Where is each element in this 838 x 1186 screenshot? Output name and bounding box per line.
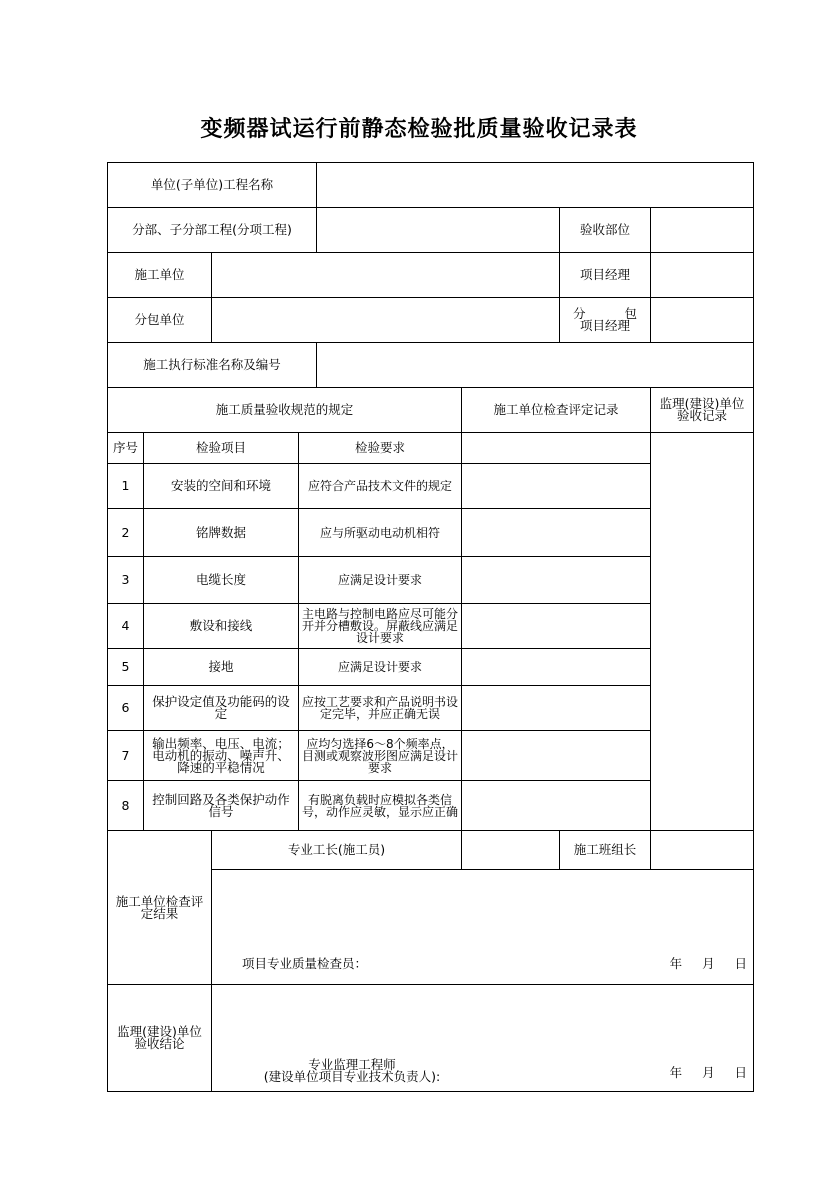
quality-inspector-label: 项目专业质量检查员：: [242, 956, 368, 971]
item-name: 接地: [144, 649, 299, 686]
date-year: 年: [669, 1065, 685, 1080]
self-check-header-blank: [462, 433, 651, 464]
subcontract-unit-label: 分包单位: [108, 298, 212, 343]
specialty-foreman-field[interactable]: [462, 831, 560, 870]
supervision-header-line-2: 验收记录: [677, 408, 728, 423]
sub-pm-label-bao: 包: [624, 306, 638, 321]
team-leader-label: 施工班组长: [560, 831, 651, 870]
construction-unit-row: [108, 253, 754, 298]
item-requirement: 应满足设计要求: [299, 557, 462, 604]
item-name: 安装的空间和环境: [144, 464, 299, 509]
acceptance-part-label: 验收部位: [560, 208, 651, 253]
item-name: 敷设和接线: [144, 604, 299, 649]
item-self-check-field[interactable]: [462, 731, 651, 781]
sub-pm-label-fen: 分: [573, 306, 586, 321]
specialty-foreman-label: 专业工长(施工员): [212, 831, 462, 870]
supervision-date: [670, 1067, 749, 1079]
team-leader-field[interactable]: [651, 831, 754, 870]
item-self-check-field[interactable]: [462, 649, 651, 686]
item-number: 2: [108, 509, 144, 557]
division-field[interactable]: [317, 208, 560, 253]
standard-field[interactable]: [317, 343, 754, 388]
supervision-conclusion-field[interactable]: [212, 985, 754, 1092]
supervision-conclusion-label: 监理(建设)单位验收结论: [108, 985, 212, 1092]
seq-column-header: 序号: [108, 433, 144, 464]
item-requirement: 应满足设计要求: [299, 649, 462, 686]
acceptance-record-table: [107, 162, 754, 1092]
foreman-row: [108, 831, 754, 870]
item-name: 电缆长度: [144, 557, 299, 604]
supervision-conclusion-row: [108, 985, 754, 1092]
item-requirement: 应均匀选择6～8个频率点，目测或观察波形图应满足设计要求: [299, 731, 462, 781]
sub-project-manager-field[interactable]: [651, 298, 754, 343]
item-number: 4: [108, 604, 144, 649]
sub-project-manager-label: [560, 298, 651, 343]
item-self-check-field[interactable]: [462, 509, 651, 557]
supervisor-label-line-2: (建设单位项目专业技术负责人):: [263, 1069, 441, 1084]
item-name: 输出频率、电压、电流；电动机的振动、噪声升、降速的平稳情况: [144, 731, 299, 781]
item-requirement: 有脱离负载时应模拟各类信号，动作应灵敏，显示应正确: [299, 781, 462, 831]
project-manager-field[interactable]: [651, 253, 754, 298]
supervision-header-line-1: 监理(建设)单位: [659, 396, 745, 411]
project-manager-label: 项目经理: [560, 253, 651, 298]
item-name: 控制回路及各类保护动作信号: [144, 781, 299, 831]
spec-column-header: 施工质量验收规范的规定: [108, 388, 462, 433]
item-name: 铭牌数据: [144, 509, 299, 557]
standard-row: [108, 343, 754, 388]
item-self-check-field[interactable]: [462, 686, 651, 731]
acceptance-part-field[interactable]: [651, 208, 754, 253]
supervision-column-header: [651, 388, 754, 433]
item-column-header: 检验项目: [144, 433, 299, 464]
column-group-header-row: [108, 388, 754, 433]
supervisor-signature-label: [252, 1059, 452, 1083]
item-self-check-field[interactable]: [462, 464, 651, 509]
date-month: 月: [702, 956, 717, 971]
item-requirement: 应符合产品技术文件的规定: [299, 464, 462, 509]
division-row: [108, 208, 754, 253]
item-self-check-field[interactable]: [462, 604, 651, 649]
project-name-label: 单位(子单位)工程名称: [108, 163, 317, 208]
requirement-column-header: 检验要求: [299, 433, 462, 464]
self-result-label: 施工单位检查评定结果: [108, 831, 212, 985]
item-self-check-field[interactable]: [462, 781, 651, 831]
supervision-record-field[interactable]: [651, 433, 754, 831]
project-name-field[interactable]: [317, 163, 754, 208]
item-name: 保护设定值及功能码的设定: [144, 686, 299, 731]
item-requirement: 应按工艺要求和产品说明书设定完毕，并应正确无误: [299, 686, 462, 731]
item-number: 7: [108, 731, 144, 781]
subcontract-unit-field[interactable]: [212, 298, 560, 343]
page-title: 变频器试运行前静态检验批质量验收记录表: [200, 116, 638, 142]
date-month: 月: [702, 1065, 717, 1080]
item-requirement: 应与所驱动电动机相符: [299, 509, 462, 557]
date-year: 年: [669, 956, 685, 971]
standard-label: 施工执行标准名称及编号: [108, 343, 317, 388]
date-day: 日: [734, 956, 750, 971]
self-check-column-header: 施工单位检查评定记录: [462, 388, 651, 433]
column-header-row: [108, 433, 754, 464]
item-number: 5: [108, 649, 144, 686]
sub-pm-label-bottom: 项目经理: [580, 318, 631, 333]
item-requirement: 主电路与控制电路应尽可能分开并分槽敷设。屏蔽线应满足设计要求: [299, 604, 462, 649]
division-label: 分部、子分部工程(分项工程): [108, 208, 317, 253]
supervisor-label-line-1: 专业监理工程师: [308, 1057, 396, 1072]
construction-unit-field[interactable]: [212, 253, 560, 298]
self-result-date: [670, 958, 749, 970]
item-self-check-field[interactable]: [462, 557, 651, 604]
item-number: 8: [108, 781, 144, 831]
item-number: 1: [108, 464, 144, 509]
construction-unit-label: 施工单位: [108, 253, 212, 298]
project-name-row: [108, 163, 754, 208]
subcontract-row: [108, 298, 754, 343]
item-number: 6: [108, 686, 144, 731]
date-day: 日: [734, 1065, 750, 1080]
self-result-field[interactable]: [212, 870, 754, 985]
item-number: 3: [108, 557, 144, 604]
